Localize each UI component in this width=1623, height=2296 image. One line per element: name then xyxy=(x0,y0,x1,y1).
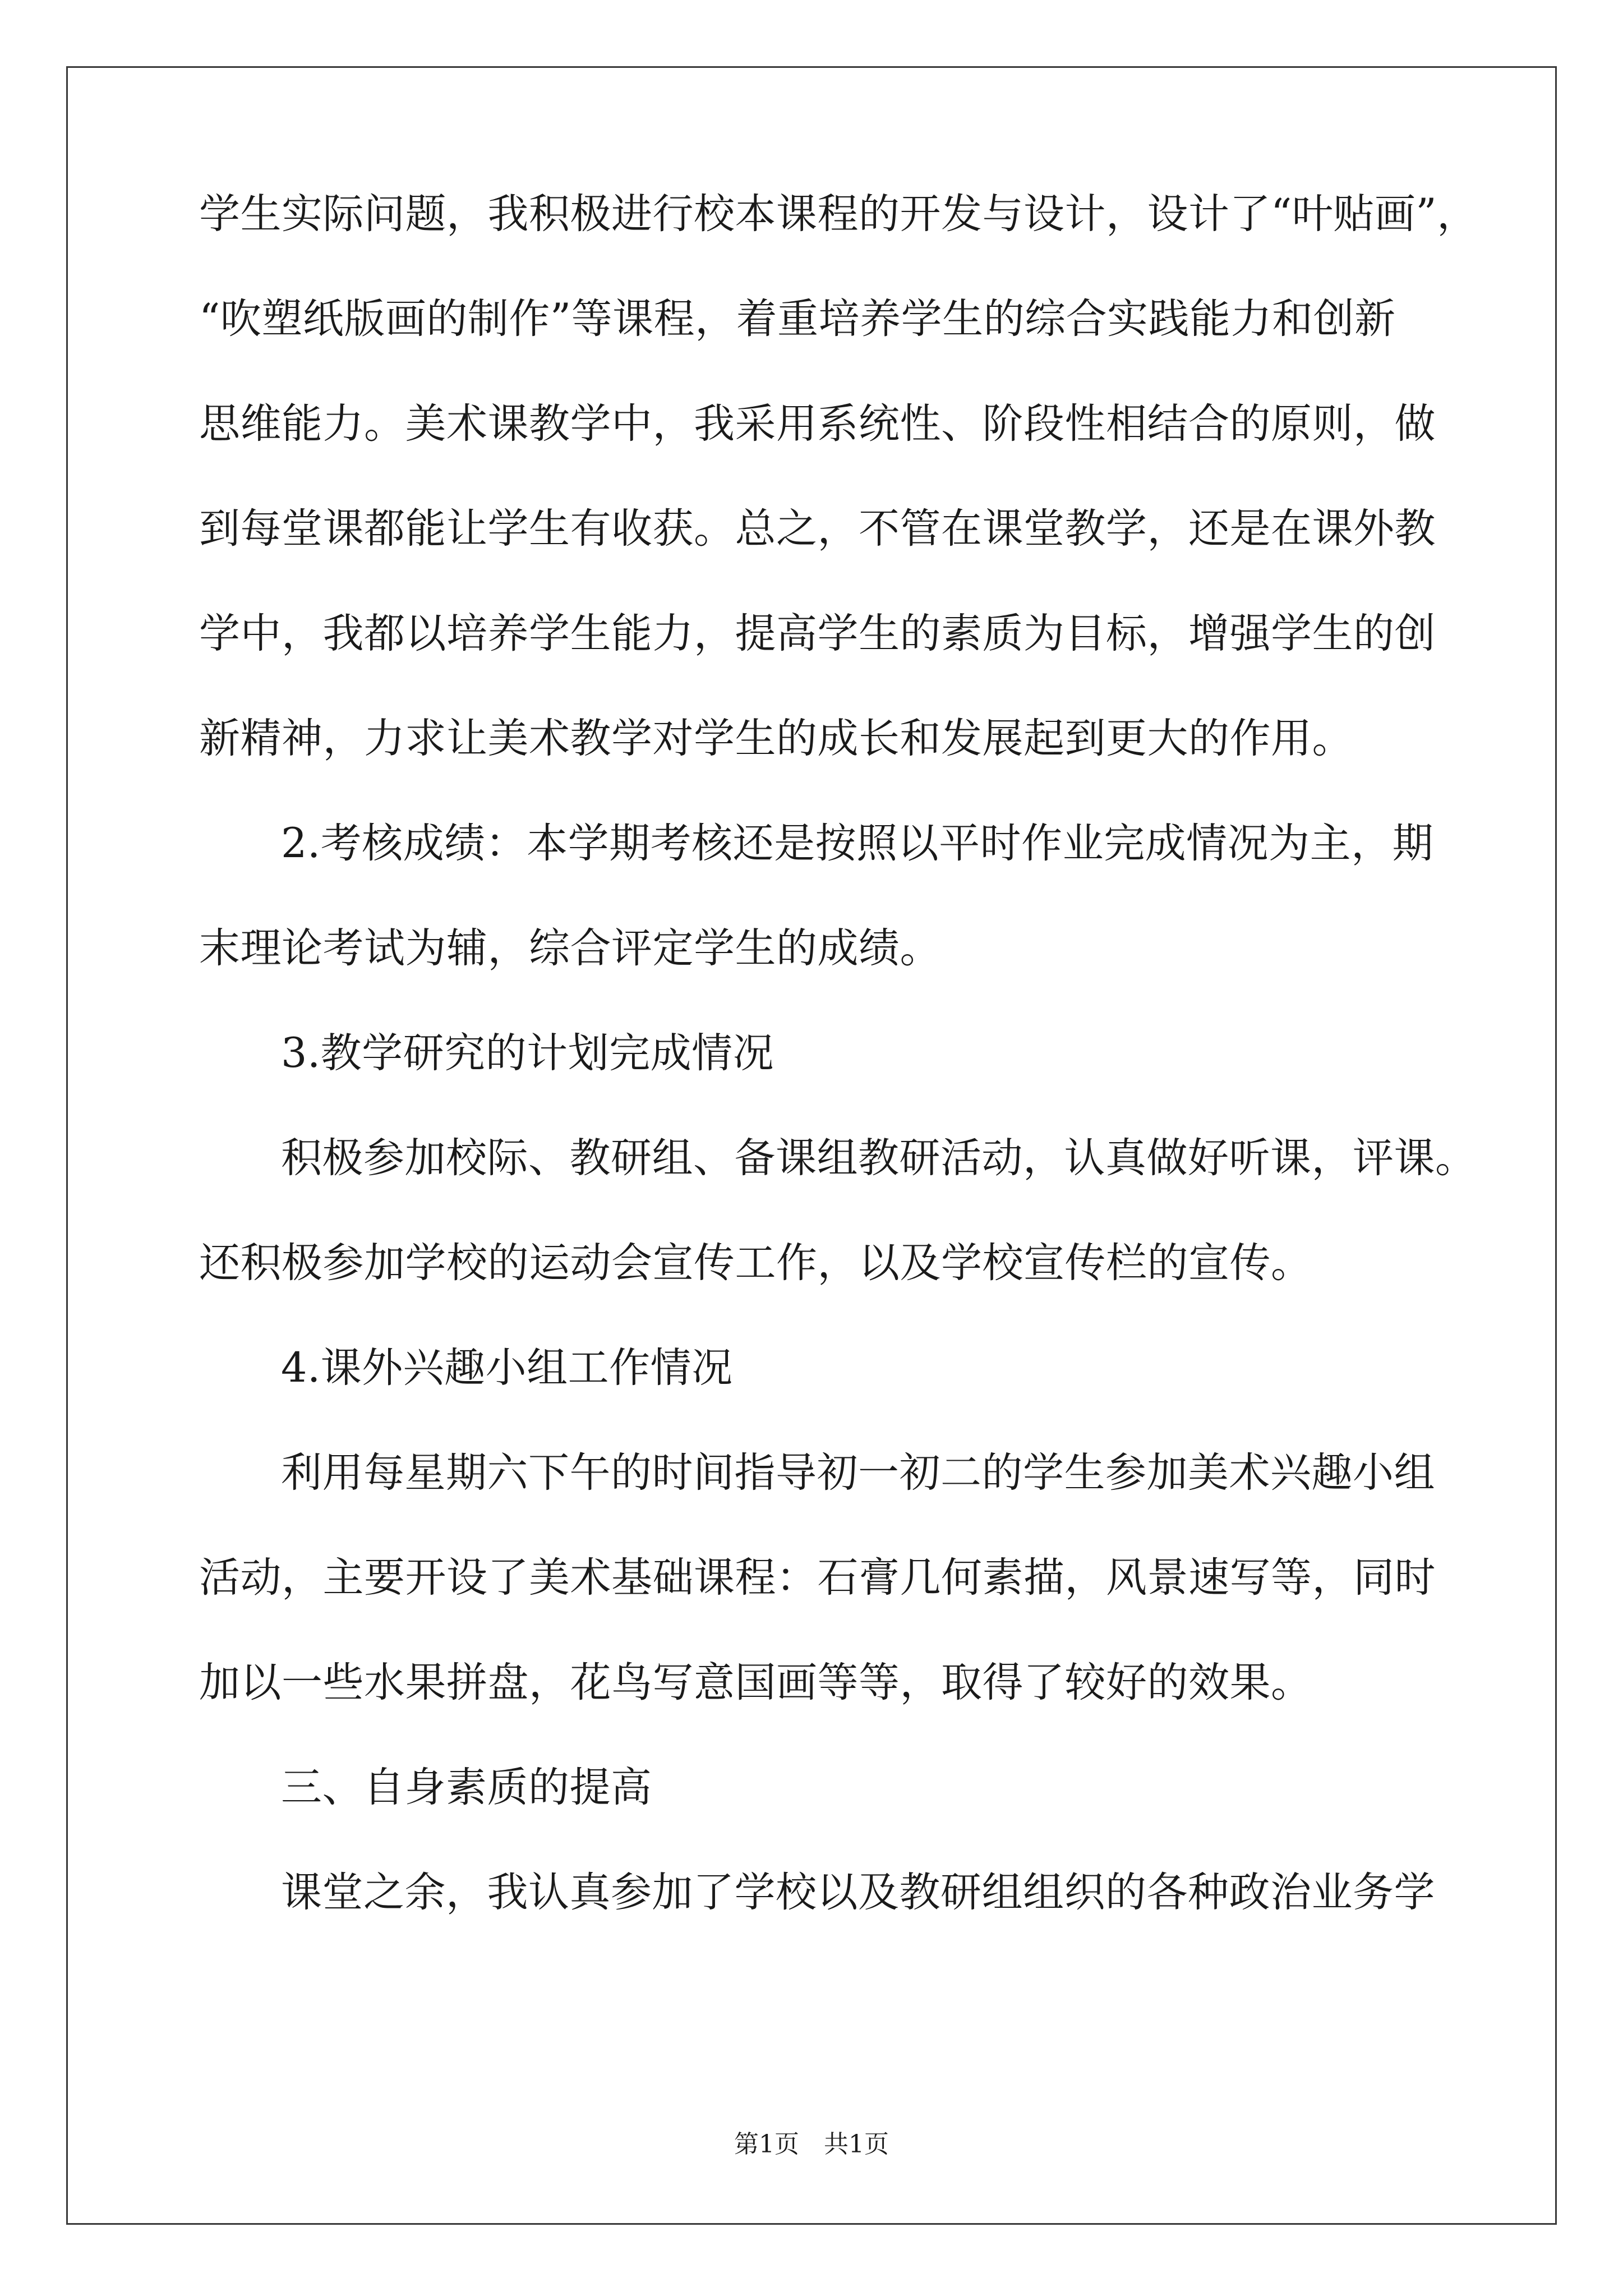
section-heading-3: 3.教学研究的计划完成情况 xyxy=(281,1029,774,1077)
text-line: 积极参加校际、教研组、备课组教研活动，认真做好听课，评课。 xyxy=(281,1134,1477,1182)
text-line: 利用每星期六下午的时间指导初一初二的学生参加美术兴趣小组 xyxy=(281,1449,1435,1497)
section-heading-4: 4.课外兴趣小组工作情况 xyxy=(281,1344,733,1392)
text-line: 新精神，力求让美术教学对学生的成长和发展起到更大的作用。 xyxy=(199,715,1353,762)
text-line: 末理论考试为辅，综合评定学生的成绩。 xyxy=(199,924,941,972)
text-line: 还积极参加学校的运动会宣传工作，以及学校宣传栏的宣传。 xyxy=(199,1239,1312,1287)
text-line: 课堂之余，我认真参加了学校以及教研组组织的各种政治业务学 xyxy=(281,1869,1435,1916)
text-line: “吹塑纸版画的制作”等课程，着重培养学生的综合实践能力和创新 xyxy=(199,295,1396,343)
text-line: 到每堂课都能让学生有收获。总之，不管在课堂教学，还是在课外教 xyxy=(199,505,1436,553)
text-line: 思维能力。美术课教学中，我采用系统性、阶段性相结合的原则，做 xyxy=(199,400,1436,448)
text-line: 加以一些水果拼盘，花鸟写意国画等等，取得了较好的效果。 xyxy=(199,1659,1312,1706)
section-heading-self-improvement: 三、自身素质的提高 xyxy=(281,1764,652,1811)
page-footer: 第1页 共1页 xyxy=(734,2130,889,2159)
text-line: 活动，主要开设了美术基础课程：石膏几何素描，风景速写等，同时 xyxy=(199,1554,1436,1602)
section-heading-2: 2.考核成绩：本学期考核还是按照以平时作业完成情况为主，期 xyxy=(281,820,1434,867)
text-line: 学生实际问题，我积极进行校本课程的开发与设计，设计了“叶贴画”， xyxy=(199,190,1478,238)
text-line: 学中，我都以培养学生能力，提高学生的素质为目标，增强学生的创 xyxy=(199,610,1436,657)
